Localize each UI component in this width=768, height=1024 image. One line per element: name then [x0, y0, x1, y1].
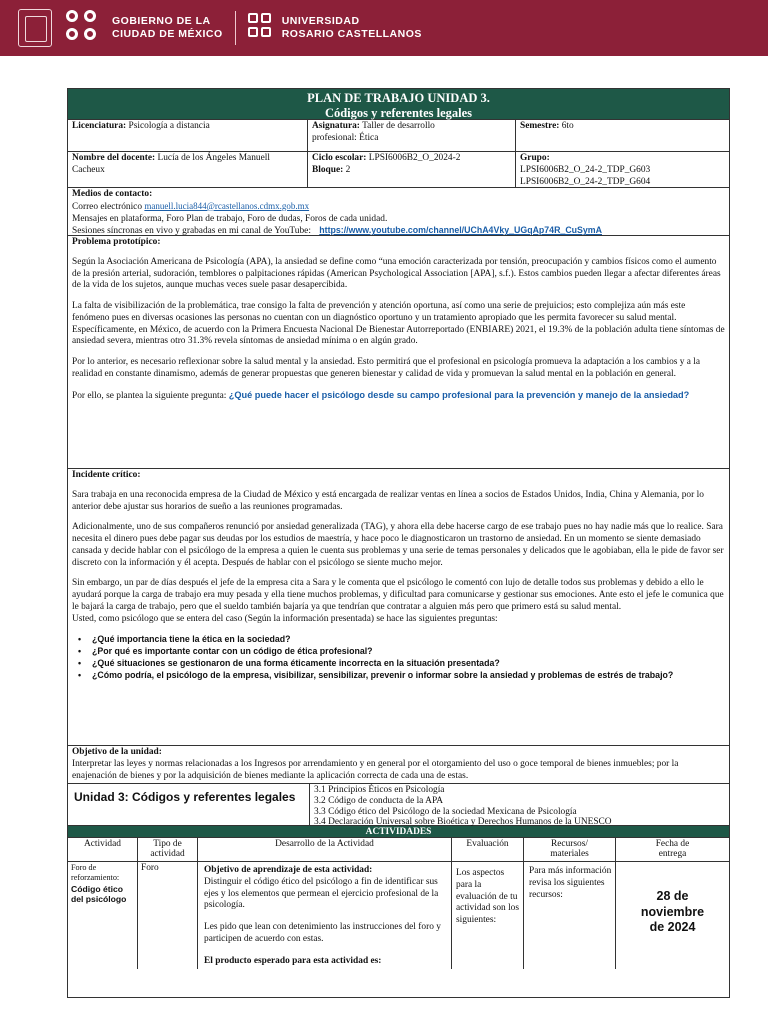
activity-name-line-2: del psicólogo	[71, 893, 127, 904]
header-divider	[235, 11, 236, 45]
gov-name	[112, 15, 223, 40]
problem-paragraph-4	[72, 390, 725, 403]
due-date-line-2: noviembre	[640, 904, 705, 919]
header-band	[0, 0, 768, 56]
objective-text: Interpretar las leyes y normas relacionadas a los Ingresos por arrendamiento y en general por el otorgamiento del uso o goce temporal de bienes inmuebles; por la enajenación de bienes y por la adquisición de bienes mediante la aplicación correcta de cada una de estas.	[72, 758, 679, 781]
asignatura-value-2: profesional: Ética	[312, 132, 379, 143]
contact-section	[68, 188, 729, 236]
activity-evaluation-cell: Los aspectos para la evaluación de tu actividad son los siguientes:	[452, 862, 524, 969]
work-plan-table	[67, 88, 730, 998]
cdmx-mark-icon	[64, 8, 104, 48]
semestre-cell	[516, 120, 729, 151]
list-item	[78, 670, 725, 681]
due-date-line-1: 28 de	[656, 889, 689, 903]
semestre-value: 6to	[561, 121, 574, 131]
question-text: ¿Cómo podría, el psicólogo de la empresa, visibilizar, sensibilizar, prevenir o informar sobre la ansiedad y problemas de estrés de trabajo?	[92, 670, 674, 681]
incident-paragraph-1: Sara trabaja en una reconocida empresa de la Ciudad de México y está encargada de realizar ventas en línea a socios de Estados Unidos, India, China y Alemania, por lo anterior debe ajustar sus horarios de sueño a las reuniones programadas.	[72, 489, 704, 512]
unit-title: Unidad 3: Códigos y referentes legales	[68, 784, 310, 825]
col-actividad-label: Actividad	[84, 839, 121, 849]
list-item	[78, 646, 725, 657]
problem-section	[68, 236, 729, 469]
due-date-line-3: de 2024	[649, 920, 696, 935]
topic-item: 3.3 Código ético del Psicólogo de la sociedad Mexicana de Psicología	[314, 806, 577, 817]
activity-type-cell	[138, 862, 198, 969]
activity-type-value: Foro	[141, 863, 159, 873]
contact-label: Medios de contacto:	[72, 189, 153, 199]
youtube-link[interactable]: https://www.youtube.com/channel/UChA4Vky_UGqAp74R_CuSymA	[319, 225, 602, 236]
ciclo-label: Ciclo escolar:	[312, 153, 367, 163]
col-recursos-label-2: materiales	[550, 849, 589, 860]
activities-bar: ACTIVIDADES	[68, 826, 729, 838]
activity-type-line-2: reforzamiento:	[71, 873, 120, 883]
asignatura-label: Asignatura:	[312, 121, 360, 131]
incident-section	[68, 469, 729, 746]
messages-line: Mensajes en plataforma, Foro Plan de trabajo, Foro de dudas, Foros de cada unidad.	[72, 213, 388, 224]
question-list	[78, 634, 725, 681]
bullet-icon: •	[78, 670, 82, 681]
objective-label: Objetivo de la unidad:	[72, 747, 162, 757]
activity-resources-cell: Para más información revisa los siguientes recursos:	[524, 862, 616, 969]
activity-row	[68, 862, 729, 969]
topic-item: 3.2 Código de conducta de la APA	[314, 795, 444, 806]
urc-mark-icon	[248, 13, 274, 43]
unit-row	[68, 784, 729, 826]
bullet-icon: •	[78, 646, 82, 657]
col-fecha	[616, 838, 729, 861]
col-desarrollo	[198, 838, 452, 861]
problem-label: Problema prototípico:	[72, 237, 161, 247]
bullet-icon: •	[78, 658, 82, 669]
incident-paragraph-4: Usted, como psicólogo que se entera del caso (Según la información presentada) se hace las siguientes preguntas:	[72, 613, 498, 624]
incident-paragraph-3: Sin embargo, un par de días después el jefe de la empresa cita a Sara y le comenta que el psicólogo le comentó con lujo de detalle todos sus problemas y debido a ello le ayudará porque la carga de trabajo era muy pesada y ella tiene muchos problemas, y dificultad para comunicarse y gestionar sus emociones. Ante esto el jefe le comunica que le bajará la carga de trabajo, pero que el sueldo también bajaría ya que tendrían que contratar a alguien más pero que primero está su salud mental.	[72, 578, 724, 612]
uni-line-2: ROSARIO CASTELLANOS	[281, 28, 422, 40]
doc-title-line-2: Códigos y referentes legales	[324, 106, 473, 120]
incident-paragraph-2: Adicionalmente, uno de sus compañeros renunció por ansiedad generalizada (TAG), y ahora ella debe hacerse cargo de ese trabajo pues no hay nadie más que lo realice. Sara necesita el dinero pues debe pagar sus deudas por los estudios de maestría, y hace poco le diagnosticaron un trastorno de ansiedad. En un momento se siente demasiado cansada y decide hablar con el psicólogo de la empresa a quien le cuenta sus problemas y una serie de temas personales y delicados que le agobiaban, ella le pide de favor ser discreto con la información y él acepta. Después de hablar con el psicólogo se siente mucho mejor.	[72, 522, 724, 568]
gov-line-1: GOBIERNO DE LA	[112, 15, 211, 28]
sessions-prefix: Sesiones síncronas en vivo y grabadas en mi canal de YouTube:	[72, 226, 311, 237]
licenciatura-cell	[68, 120, 308, 151]
problem-paragraph-1: Según la Asociación Americana de Psicología (APA), la ansiedad se define como “una emoción caracterizada por tensión, preocupación y cambios físicos como el aumento de la presión arterial, sudoración, temblores o palpitaciones rápidas (American Psychological Association [APA], s.f.). Estos cambios pueden llegar a afectar diferentes áreas de la vida de los sujetos, aunque muchas veces suele pasar desapercibida.	[72, 256, 721, 291]
docente-value-2: Cacheux	[72, 164, 105, 175]
docente-label: Nombre del docente:	[72, 153, 156, 163]
question-text: ¿Por qué es importante contar con un código de ética profesional?	[92, 646, 373, 657]
col-desarrollo-label: Desarrollo de la Actividad	[275, 839, 374, 849]
activity-date-cell	[616, 862, 729, 969]
problem-paragraph-3: Por lo anterior, es necesario reflexionar sobre la salud mental y la ansiedad. Esto permitirá que el profesional en psicología promueva la adaptación a los cambios y a la realidad en constante dinamismo, además de generar propuestas que generen bienestar y calidad de vida y promuevan la salud mental en la población en general.	[72, 357, 701, 379]
grupo-value-1: LPSI6006B2_O_24-2_TDP_G603	[520, 164, 651, 175]
university-name	[282, 15, 422, 40]
licenciatura-value: Psicología a distancia	[128, 121, 210, 131]
info-row-1	[68, 120, 729, 152]
doc-title	[68, 89, 729, 120]
problem-question-prefix: Por ello, se plantea la siguiente pregunta:	[72, 390, 227, 401]
due-date	[619, 889, 726, 936]
gov-logo	[0, 8, 223, 48]
university-logo	[248, 13, 422, 43]
ciclo-value: LPSI6006B2_O_2024-2	[368, 153, 461, 163]
col-recursos	[524, 838, 616, 861]
email-prefix: Correo electrónico	[72, 201, 143, 212]
licenciatura-label: Licenciatura:	[72, 121, 127, 131]
semestre-label: Semestre:	[520, 121, 560, 131]
activity-name-cell	[68, 862, 138, 969]
col-actividad	[68, 838, 138, 861]
bullet-icon: •	[78, 634, 82, 645]
problem-paragraph-2: La falta de visibilización de la problemática, trae consigo la falta de prevención y atención oportuna, así como una serie de prejuicios; esto complejiza aún más este fenómeno pues en diversas ocasiones las personas no cuentan con un diagnóstico oportuno y un tratamiento apropiado que les permita favorecer su salud mental. Específicamente, en México, de acuerdo con la Primera Encuesta Nacional De Bienestar Autorreportado (ENBIARE) 2021, el 19.3% de la población adulta tiene síntomas de ansiedad severa, mientras otro 31.3% revela síntomas de ansiedad mínima o en algún grado.	[72, 301, 725, 347]
info-row-2	[68, 152, 729, 188]
grupo-value-2: LPSI6006B2_O_24-2_TDP_G604	[520, 176, 651, 187]
email-line	[72, 201, 725, 214]
development-heading: Objetivo de aprendizaje de esta actividad:	[204, 865, 373, 875]
list-item	[78, 634, 725, 645]
activity-development-cell	[198, 862, 452, 969]
ciclo-cell	[308, 152, 516, 187]
col-evaluacion-label: Evaluación	[466, 839, 509, 849]
topic-item: 3.4 Declaración Universal sobre Bioética y Derechos Humanos de la UNESCO	[314, 817, 612, 828]
incident-label: Incidente crítico:	[72, 470, 141, 480]
col-tipo-label-2: actividad	[150, 849, 185, 860]
question-text: ¿Qué importancia tiene la ética en la sociedad?	[92, 634, 291, 645]
asignatura-value-1: Taller de desarrollo	[362, 121, 435, 131]
col-fecha-label-2: entrega	[658, 849, 687, 860]
problem-question: ¿Qué puede hacer el psicólogo desde su campo profesional para la prevención y manejo de la ansiedad?	[228, 389, 690, 400]
col-fecha-label-1: Fecha de	[655, 839, 690, 849]
grupo-label: Grupo:	[520, 153, 550, 163]
activities-header-row	[68, 838, 729, 862]
bloque-value: 2	[345, 164, 351, 175]
col-recursos-label-1: Recursos/	[551, 839, 588, 849]
email-link[interactable]: manuell.lucia844@rcastellanos.cdmx.gob.mx	[144, 200, 310, 211]
gov-line-2: CIUDAD DE MÉXICO	[112, 28, 223, 40]
development-paragraph-1: Distinguir el código ético del psicólogo a fin de identificar sus ejes y los elementos que permean el ejercicio profesional de la psicología.	[204, 876, 439, 911]
doc-title-line-1: PLAN DE TRABAJO UNIDAD 3.	[307, 91, 490, 105]
uni-line-1: UNIVERSIDAD	[281, 15, 360, 28]
col-evaluacion	[452, 838, 524, 861]
development-paragraph-3: El producto esperado para esta actividad es:	[204, 955, 382, 966]
topic-item: 3.1 Principios Éticos en Psicología	[314, 785, 445, 795]
list-item	[78, 658, 725, 669]
col-tipo-label-1: Tipo de	[153, 839, 182, 849]
bloque-label: Bloque:	[312, 164, 344, 175]
activity-name-line-1: Código ético	[71, 883, 124, 894]
docente-value-1: Lucía de los Ángeles Manuell	[157, 153, 270, 163]
activity-type-line-1: Foro de	[71, 863, 97, 872]
question-text: ¿Qué situaciones se gestionaron de una forma éticamente incorrecta en la situación presentada?	[92, 658, 500, 669]
docente-cell	[68, 152, 308, 187]
objective-section	[68, 746, 729, 784]
grupo-cell	[516, 152, 729, 187]
asignatura-cell	[308, 120, 516, 151]
development-paragraph-2: Les pido que lean con detenimiento las instrucciones del foro y participen de acuerdo con estas.	[204, 922, 441, 944]
col-tipo	[138, 838, 198, 861]
unit-topics	[310, 784, 729, 828]
seal-icon	[18, 9, 52, 47]
